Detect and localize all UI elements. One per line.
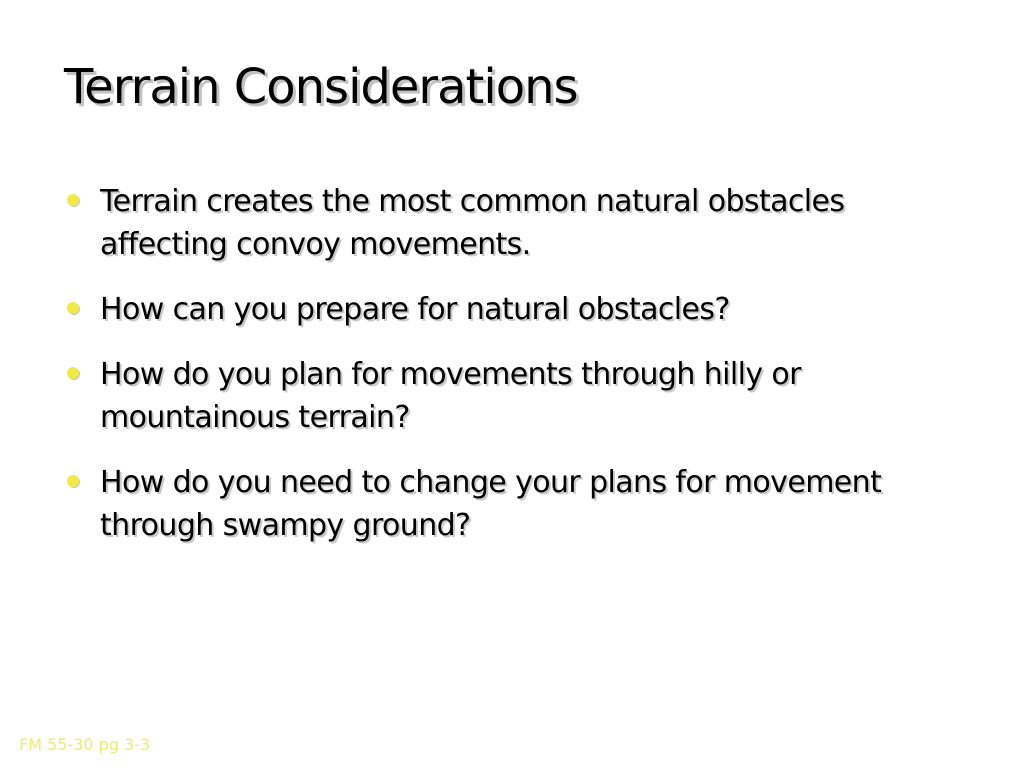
footer-reference: FM 55-30 pg 3-3: [19, 735, 151, 754]
bullet-dot-icon: [67, 194, 79, 206]
bullet-list: [66, 180, 966, 569]
bullet-item: [66, 180, 966, 266]
bullet-item: [66, 353, 966, 439]
bullet-item: [66, 288, 966, 331]
bullet-text: How do you plan for movements through hilly or mountainous terrain?: [100, 357, 801, 435]
bullet-dot-icon: [67, 367, 79, 379]
bullet-dot-icon: [67, 475, 79, 487]
bullet-item: [66, 461, 966, 547]
bullet-text: How can you prepare for natural obstacles?: [100, 292, 730, 327]
bullet-text: How do you need to change your plans for movement through swampy ground?: [100, 465, 882, 543]
bullet-text: Terrain creates the most common natural obstacles affecting convoy movements.: [100, 184, 845, 262]
slide-title: Terrain Considerations: [64, 59, 578, 115]
bullet-dot-icon: [67, 302, 79, 314]
